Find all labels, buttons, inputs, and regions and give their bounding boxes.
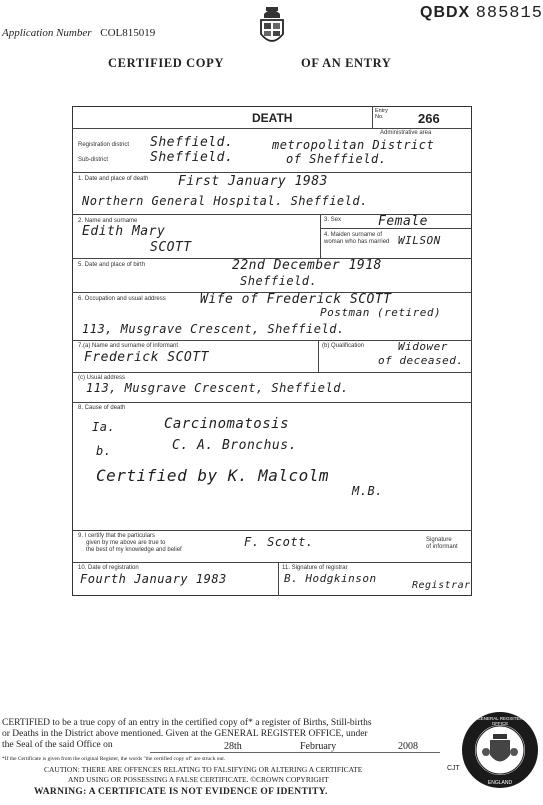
field-6-value-3: 113, Musgrave Crescent, Sheffield. xyxy=(82,322,345,336)
serial-digits: 885815 xyxy=(475,4,543,23)
application-value: COL815019 xyxy=(100,27,156,39)
field-8-letter-b: b. xyxy=(96,444,112,458)
field-7c-value: 113, Musgrave Crescent, Sheffield. xyxy=(86,381,349,395)
field-6-value-1: Wife of Frederick SCOTT xyxy=(200,292,392,307)
field-4-value: WILSON xyxy=(398,234,441,247)
sub-district-value: Sheffield. xyxy=(150,150,234,165)
field-7a-label: 7.(a) Name and surname of informant xyxy=(78,343,179,349)
field-8-value-c: Certified by K. Malcolm xyxy=(96,466,330,485)
form-code: CJT xyxy=(447,765,460,772)
field-11-value-2: Registrar xyxy=(412,580,471,591)
serial-prefix: QBDX xyxy=(420,4,471,21)
admin-area-value-2: of Sheffield. xyxy=(286,152,387,166)
field-8-label: 8. Cause of death xyxy=(78,405,126,411)
field-10-value: Fourth January 1983 xyxy=(80,572,227,586)
field-7a-value: Frederick SCOTT xyxy=(84,350,209,365)
field-11-label: 11. Signature of registrar xyxy=(282,565,348,571)
certification-line-3: the Seal of the said Office on xyxy=(2,740,113,750)
entry-type: DEATH xyxy=(252,111,293,125)
entry-no-label: Entry No. xyxy=(375,108,388,120)
field-9-sig-label-1: Signature xyxy=(426,537,452,543)
registration-district-label: Registration district xyxy=(78,142,130,148)
field-2-value-1: Edith Mary xyxy=(82,224,166,239)
seal-text-top: GENERAL REGISTER OFFICE xyxy=(477,716,523,726)
field-8-letter-a: Ia. xyxy=(92,420,116,434)
field-3-label: 3. Sex xyxy=(324,217,342,223)
field-2-value-2: SCOTT xyxy=(150,240,192,255)
application-number xyxy=(2,27,155,39)
field-5-value-1: 22nd December 1918 xyxy=(232,258,382,273)
field-5-label: 5. Date and place of birth xyxy=(78,262,146,268)
general-register-office-seal xyxy=(460,700,540,800)
admin-area-value-1: metropolitan District xyxy=(272,138,435,152)
field-9-label-1: 9. I certify that the particulars xyxy=(78,533,156,539)
field-8-value-b: C. A. Bronchus. xyxy=(172,438,297,453)
field-7b-value-1: Widower xyxy=(398,340,448,353)
field-11-value-1: B. Hodgkinson xyxy=(284,572,377,585)
field-7b-value-2: of deceased. xyxy=(378,354,464,367)
field-2-label: 2. Name and surname xyxy=(78,218,138,224)
issue-year: 2008 xyxy=(398,741,418,752)
field-9-label-2: given by me above are true to xyxy=(86,540,166,546)
certification-line-1: CERTIFIED to be a true copy of an entry in the certified copy of* a register of Births, Still-births xyxy=(2,718,372,728)
caution-line-2: AND USING OR POSSESSING A FALSE CERTIFICATE. ©CROWN COPYRIGHT xyxy=(68,775,329,784)
sub-district-label: Sub-district xyxy=(78,157,109,163)
royal-crest-emblem xyxy=(254,4,290,50)
field-9-sig-label-2: of informant xyxy=(426,544,458,550)
seal-text-bottom: ENGLAND xyxy=(487,780,513,786)
header-of-an-entry: OF AN ENTRY xyxy=(301,56,392,70)
field-10-label: 10. Date of registration xyxy=(78,565,139,571)
admin-area-label: Administrative area xyxy=(380,130,432,136)
registration-district-value: Sheffield. xyxy=(150,135,234,150)
issue-month: February xyxy=(300,741,337,752)
field-1-label: 1. Date and place of death xyxy=(78,176,149,182)
field-8-value-a: Carcinomatosis xyxy=(164,416,290,432)
application-label: Application Number xyxy=(2,27,92,39)
field-7c-label: (c) Usual address xyxy=(78,375,126,381)
certification-line-2: or Deaths in the District above mentioned. Given at the GENERAL REGISTER OFFICE, under xyxy=(2,729,368,739)
field-9-signature: F. Scott. xyxy=(244,535,314,549)
issue-day: 28th xyxy=(224,741,242,752)
field-5-value-2: Sheffield. xyxy=(240,274,318,288)
footnote: *If the Certificate is given from the original Register, the words "the certified copy of" are struck out. xyxy=(2,756,226,762)
certification-text xyxy=(2,718,442,751)
entry-no-value: 266 xyxy=(418,111,440,126)
caution-line-1: CAUTION: THERE ARE OFFENCES RELATING TO FALSIFYING OR ALTERING A CERTIFICATE xyxy=(44,765,363,774)
field-1-value-1: First January 1983 xyxy=(178,174,328,189)
field-7b-label: (b) Qualification xyxy=(322,343,365,349)
field-4-label: 4. Maiden surname of woman who has married xyxy=(324,232,390,245)
warning-text: WARNING: A CERTIFICATE IS NOT EVIDENCE OF IDENTITY. xyxy=(34,787,328,797)
serial-number xyxy=(420,4,543,23)
field-6-value-2: Postman (retired) xyxy=(320,306,442,319)
field-8-value-d: M.B. xyxy=(352,484,383,498)
field-1-value-2: Northern General Hospital. Sheffield. xyxy=(82,194,368,208)
field-9-label-3: the best of my knowledge and belief xyxy=(86,547,182,553)
field-3-value: Female xyxy=(378,214,428,229)
header-certified-copy: CERTIFIED COPY xyxy=(108,56,224,70)
field-6-label: 6. Occupation and usual address xyxy=(78,296,166,302)
